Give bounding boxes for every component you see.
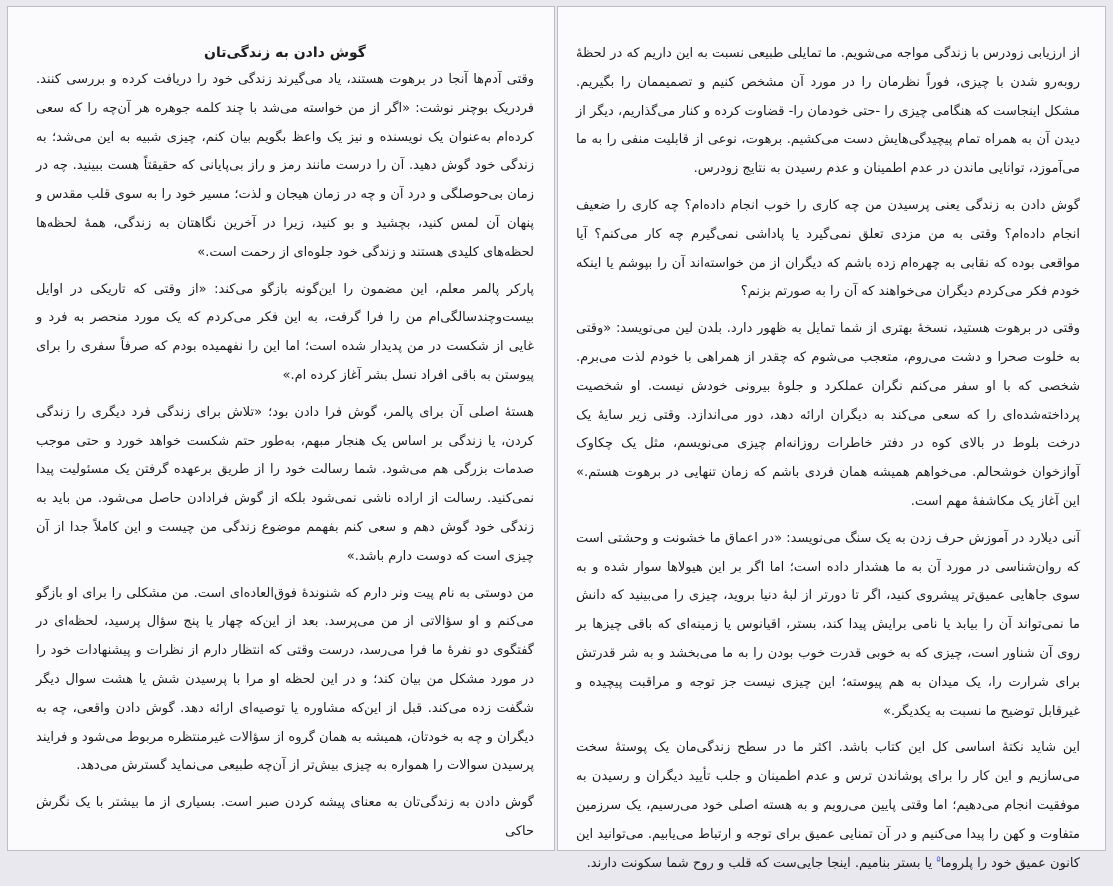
paragraph: وقتی در برهوت هستید، نسخهٔ بهتری از شما تمایل به ظهور دارد. بلدن لین می‌نویسد: «وقتی به خلوت صحرا و دشت می‌روم، متعجب می‌شوم که چقدر از همراهی با خودم لذت می‌برم. شخصی که با او سفر می‌کنم نگران عملکرد و جلوهٔ بیرونی خودش نیست. او شخصیت پرداخته‌شده‌ای را که سعی می‌کند به دیگران ارائه دهد، دور می‌اندازد. وقتی زیر سایهٔ یک درخت بلوط در بالای کوه در دفتر خاطرات روزانه‌ام چیزی می‌نویسم، مثل یک چکاوک آوازخوان خوشحالم. می‌خواهم همیشه همان فردی باشم که زمان تنهایی در برهوت هستم.» این آغاز یک مکاشفهٔ مهم است. (576, 321, 1080, 509)
paragraph: من دوستی به نام پیت ونر دارم که شنوندهٔ فوق‌العاده‌ای است. من مشکلی را برای او بازگو می‌کنم و او سؤالاتی از من می‌پرسد. بعد از این‌که چهار یا پنج سؤال پرسید، لحظه‌ای در گفتگوی دو نفرهٔ ما فرا می‌رسد، درست وقتی که انتظار دارم از نظرات و پیشنهادات خود را در مورد مشکل من بیان کند؛ و در این لحظه او مرا با پرسیدن شش یا هشت سوال دیگر شگفت زده می‌کند. قبل از این‌که مشاوره یا توصیه‌ای ارائه دهد. گوش دادن واقعی، چه به دیگران و چه به خودتان، همیشه به همان گروه از سؤالات غیرمنتظره مربوط می‌شود و فرایند پرسیدن سوالات را همواره به چیزی بیش‌تر از آن‌چه طبیعی می‌نماید گسترش می‌دهد. (36, 585, 534, 774)
paragraph (576, 734, 1080, 878)
paragraph-text: این شاید نکتهٔ اساسی کل این کتاب باشد. اکثر ما در سطح زندگی‌مان یک پوستهٔ سخت می‌سازیم و این کار را برای پوشاندن ترس و عدم اطمینان و جلب تأیید دیگران و رسیدن به موفقیت انجام می‌دهیم؛ اما وقتی پایین می‌رویم و به هسته اصلی خود می‌رسیم، یک سرزمین متفاوت و کهن را پیدا می‌کنیم و در آن تمنایی عمیق برای توجه و ارتباط می‌یابیم. می‌توانید این کانون عمیق خود را پلروما (576, 740, 1080, 871)
footnote-marker[interactable]: ۵ (936, 854, 941, 864)
paragraph: هستهٔ اصلی آن برای پالمر، گوش فرا دادن بود؛ «تلاش برای زندگی فرد دیگری را زندگی کردن، یا زندگی بر اساس یک هنجار مبهم، به‌طور حتم شکست خواهد خورد و حتی موجب صدمات بزرگی هم می‌شود. شما رسالت خود را از طریق برعهده گرفتن یک مسئولیت پیدا نمی‌کنید. رسالت از اراده ناشی نمی‌شود بلکه از گوش فرادادن حاصل می‌شود. من باید به زندگی خود گوش دهم و سعی کنم بفهمم موضوع زندگی من چیست و این کاملاً جدا از آن چیزی است که دوست دارم باشد.» (36, 404, 534, 564)
paragraph: پارکر پالمر معلم، این مضمون را این‌گونه بازگو می‌کند: «از وقتی که تاریکی در اوایل بیست‌وچندسالگی‌ام من را فرا گرفت، به این فکر می‌کردم که یک مورد منحصر به فرد و غایی از شکست در من پدیدار شده است؛ اما این را نفهمیده بودم که صرفاً سفری را برای پیوستن به باقی افراد نسل بشر آغاز کرده ام.» (36, 281, 534, 383)
left-page-content (36, 40, 534, 855)
paragraph-text: یا بستر بنامیم. اینجا جایی‌ست که قلب و روح شما سکونت دارند. (586, 855, 933, 871)
paragraph: وقتی آدم‌ها آنجا در برهوت هستند، یاد می‌گیرند زندگی خود را دریافت کرده و بررسی کنند. فردریک بوچنر نوشت: «اگر از من خواسته می‌شد با چند کلمه جوهره هر آن‌چه را که سعی کرده‌ام به‌عنوان یک نویسنده و نیز یک واعظ بگویم بیان کنم، چیزی شبیه به این می‌شد؛ به زندگی خود گوش دهید. آن را درست مانند رمز و راز بی‌پایانی که حقیقتاً هست ببینید. چه در زمان بی‌حوصلگی و درد آن و چه در زمان هیجان و لذت؛ مسیر خود را به سوی قلب مقدس و پنهان آن لمس کنید، بچشید و بو کنید، زیرا در آخرین نگاهتان به زندگی، همهٔ لحظه‌ها لحظه‌های کلیدی هستند و زندگی خود جلوه‌ای از رحمت است.» (36, 72, 534, 260)
left-page (7, 6, 555, 851)
paragraph: گوش دادن به زندگی‌تان به معنای پیشه کردن صبر است. بسیاری از ما بیشتر با یک نگرش حاکی (36, 795, 534, 839)
paragraph: از ارزیابی زودرس با زندگی مواجه می‌شویم. ما تمایلی طبیعی نسبت به این داریم که در لحظهٔ روبه‌رو شدن با چیزی، فوراً نظرمان را در مورد آن مشخص کنیم و تصمیممان را بگیریم. مشکل اینجاست که هنگامی چیزی را -حتی خودمان را- قضاوت کرده و کنار می‌گذاریم، دیگر از دیدن آن به همراه تمام پیچیدگی‌هایش دست می‌کشیم. برهوت، نوعی از قابلیت منفی را به ما می‌آموزد، توانایی ماندن در عدم اطمینان و عدم رسیدن به نتایج زودرس. (576, 46, 1080, 177)
right-page (557, 6, 1106, 871)
right-page-content (576, 40, 1080, 886)
chapter-title: گوش دادن به زندگی‌تان (204, 45, 366, 61)
paragraph: گوش دادن به زندگی یعنی پرسیدن من چه کاری را خوب انجام داده‌ام؟ چه کاری را ضعیف انجام داده‌ام؟ وقتی به من مزدی تعلق نمی‌گیرد یا پاداشی نمی‌گیرم چه کار می‌کنم؟ آیا مواقعی بوده که نقابی به چهره‌ام زده باشم که دیگران از من خواسته‌اند آن را بپوشم یا اینکه خودم فکر می‌کردم دیگران می‌خواهند که آن را به صورتم بزنم؟ (576, 197, 1080, 300)
paragraph: آنی دیلارد در آموزش حرف زدن به یک سنگ می‌نویسد: «در اعماق ما خشونت و وحشتی است که روان‌شناسی در مورد آن به ما هشدار داده است؛ اما اگر بر این هیولاها سوار شده و به سوی جاهایی عمیق‌تر پیشروی کنید، اگر تا دورتر از لبهٔ دنیا بروید، چیزی را می‌بینید که دانش ما نمی‌تواند آن را بیابد یا نامی برایش پیدا کند، بستر، اقیانوس یا زمینه‌ای که باقی چیزها بر روی آن شناور است، چیزی که به خوبی قدرت خوب بودن را به ما می‌بخشد و به شر قدرتش برای شرارت را، یک میدان به هم پیوسته؛ این چیزی نیست جز توجه و مراقبت پیچیده و غیرقابل توضیح ما نسبت به یکدیگر.» (576, 530, 1080, 719)
